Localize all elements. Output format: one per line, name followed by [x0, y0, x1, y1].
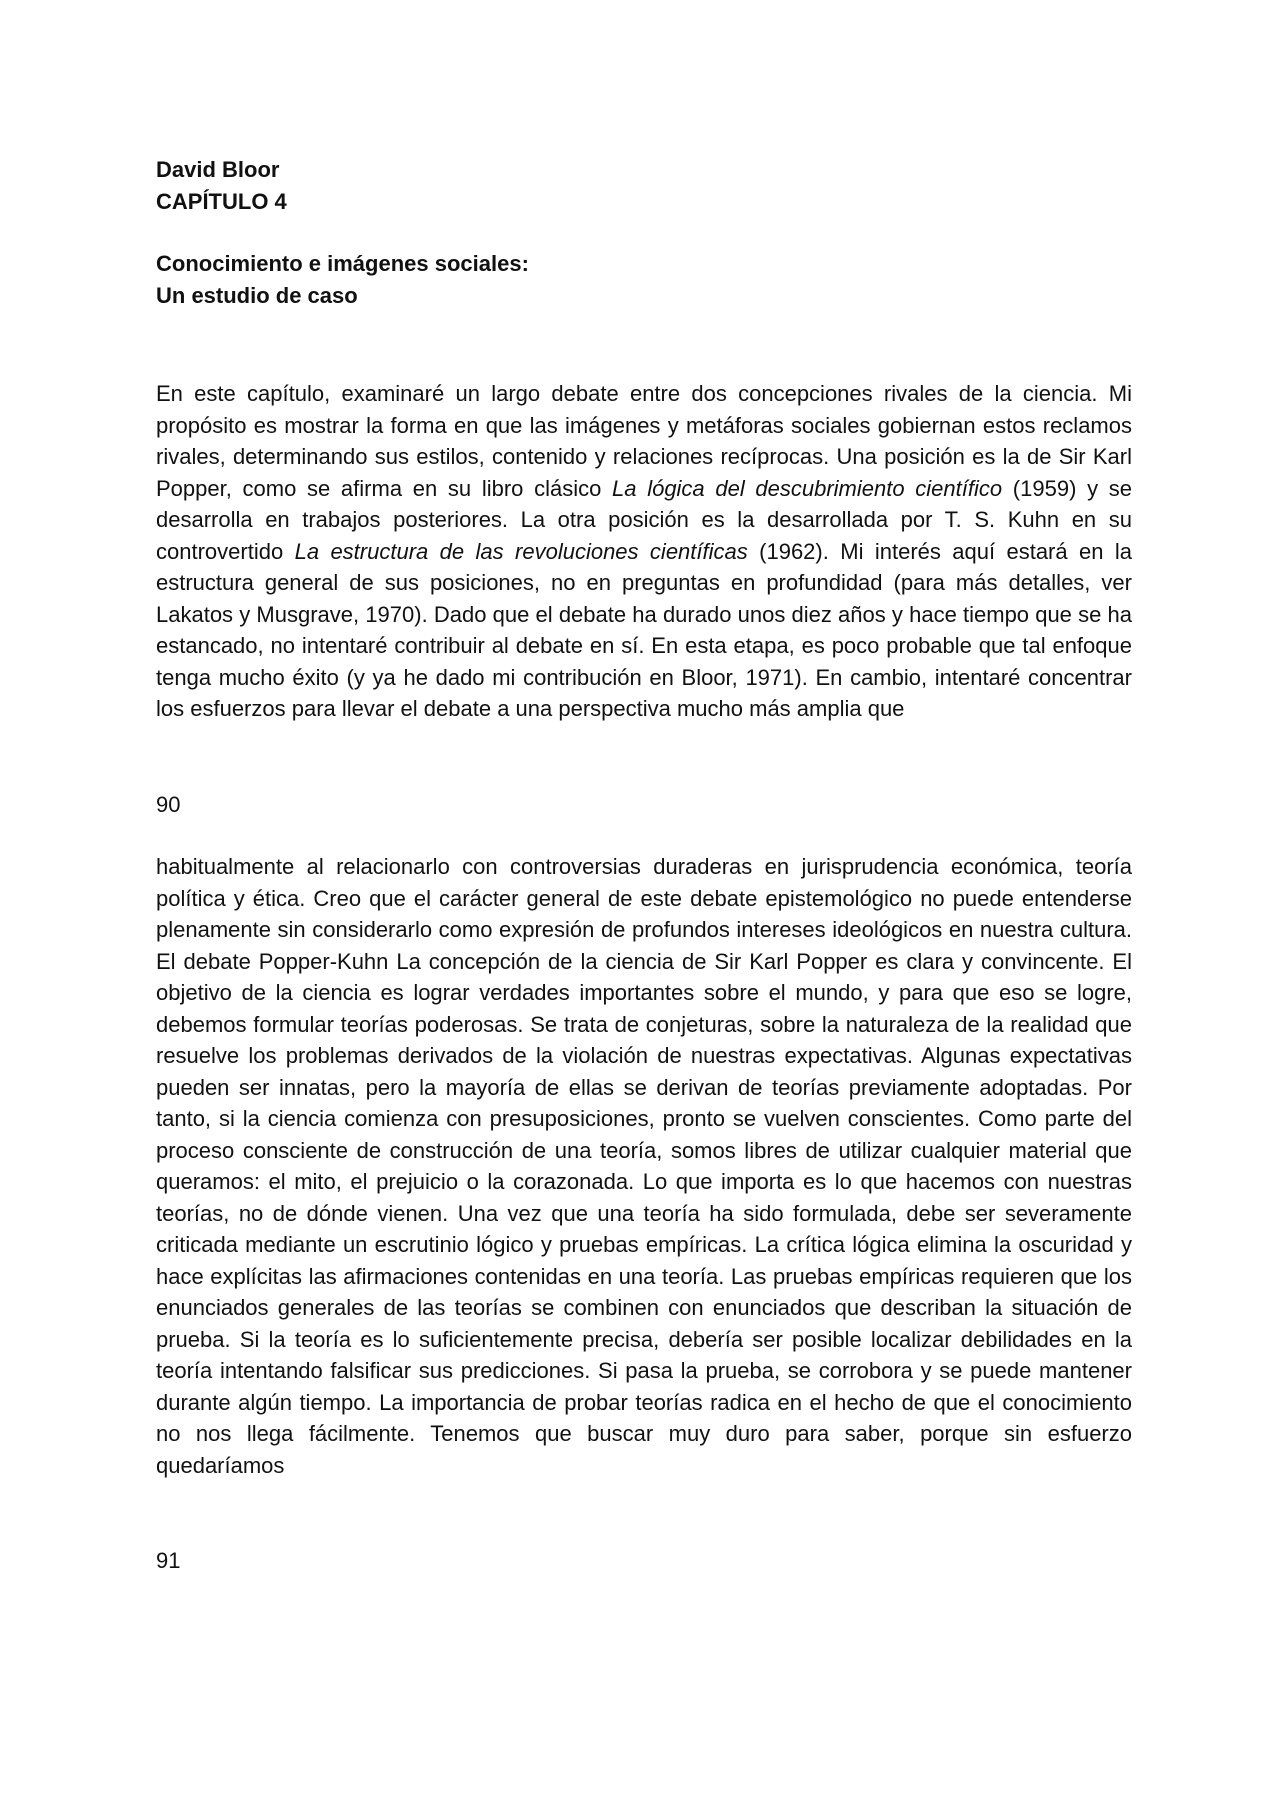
- page-number-91: 91: [156, 1548, 181, 1573]
- body-paragraph-1: [156, 378, 1132, 725]
- author-name: David Bloor: [156, 157, 280, 182]
- chapter-title-line-2: Un estudio de caso: [156, 282, 358, 308]
- book-title-popper: La lógica del descubrimiento científico: [612, 475, 1003, 501]
- paragraph-1-text-a: En este capítulo, examinaré un largo debate entre dos concepciones rivales de la ciencia. Mi propósito es mostrar la forma en que las imágenes y metáforas sociales gobiernan estos reclamos rivales, determinando sus estilos, contenido y relaciones recíprocas. Una posición es la de Sir Karl Popper, como se afirma en su libro clásico: [156, 381, 1132, 501]
- chapter-number: CAPÍTULO 4: [156, 188, 287, 214]
- chapter-header: [156, 154, 1132, 217]
- paragraph-1-text-c: (1962). Mi interés aquí estará en la estructura general de sus posiciones, no en preguntas en profundidad (para más detalles, ver Lakatos y Musgrave, 1970). Dado que el debate ha durado unos diez años y hace tiempo que se ha estancado, no intentaré contribuir al debate en sí. En esta etapa, es poco probable que tal enfoque tenga mucho éxito (y ya he dado mi contribución en Bloor, 1971). En cambio, intentaré concentrar los esfuerzos para llevar el debate a una perspectiva mucho más amplia que: [156, 538, 1132, 721]
- book-title-kuhn: La estructura de las revoluciones científicas: [294, 538, 748, 564]
- document-page: [156, 154, 1132, 1577]
- paragraph-1-text-b: (1959) y se desarrolla en trabajos posteriores. La otra posición es la desarrollada por T. S. Kuhn en su controvertido: [156, 475, 1133, 564]
- page-number-90: 90: [156, 791, 181, 817]
- body-paragraph-2: habitualmente al relacionarlo con controversias duraderas en jurisprudencia económica, teoría política y ética. Creo que el carácter general de este debate epistemológico no puede entenderse plenamente sin considerarlo como expresión de profundos intereses ideológicos en nuestra cultura. El debate Popper-Kuhn La concepción de la ciencia de Sir Karl Popper es clara y convincente. El objetivo de la ciencia es lograr verdades importantes sobre el mundo, y para que eso se logre, debemos formular teorías poderosas. Se trata de conjeturas, sobre la naturaleza de la realidad que resuelve los problemas derivados de la violación de nuestras expectativas. Algunas expectativas pueden ser innatas, pero la mayoría de ellas se derivan de teorías previamente adoptadas. Por tanto, si la ciencia comienza con presuposiciones, pronto se vuelven conscientes. Como parte del proceso consciente de construcción de una teoría, somos libres de utilizar cualquier material que queramos: el mito, el prejuicio o la corazonada. Lo que importa es lo que hacemos con nuestras teorías, no de dónde vienen. Una vez que una teoría ha sido formulada, debe ser severamente criticada mediante un escrutinio lógico y pruebas empíricas. La crítica lógica elimina la oscuridad y hace explícitas las afirmaciones contenidas en una teoría. Las pruebas empíricas requieren que los enunciados generales de las teorías se combinen con enunciados que describan la situación de prueba. Si la teoría es lo suficientemente precisa, debería ser posible localizar debilidades en la teoría intentando falsificar sus predicciones. Si pasa la prueba, se corrobora y se puede mantener durante algún tiempo. La importancia de probar teorías radica en el hecho de que el conocimiento no nos llega fácilmente. Tenemos que buscar muy duro para saber, porque sin esfuerzo quedaríamos: [156, 854, 1132, 1478]
- chapter-title-line-1: Conocimiento e imágenes sociales:: [156, 251, 529, 276]
- chapter-title: [156, 248, 1132, 311]
